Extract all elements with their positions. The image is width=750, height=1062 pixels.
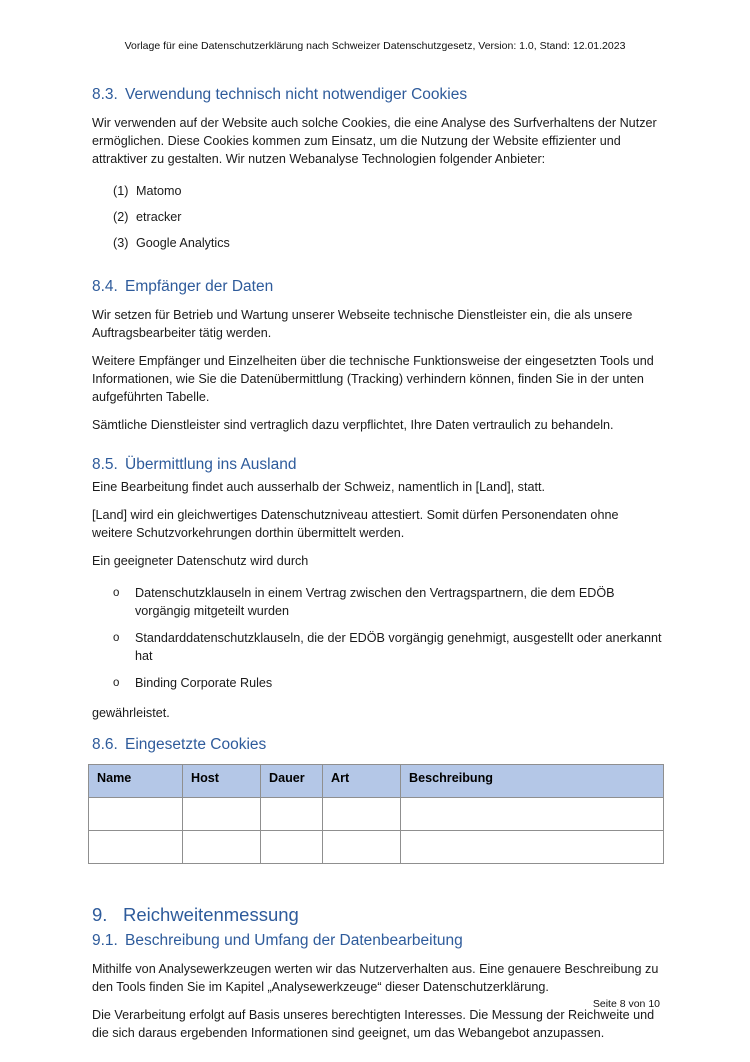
table-header-name: Name (89, 765, 183, 798)
section-title: Eingesetzte Cookies (125, 736, 267, 753)
list-marker: (2) (113, 210, 129, 224)
cookies-table-header-row (89, 765, 664, 798)
chapter-heading-9 (92, 904, 662, 926)
table-row (89, 831, 664, 864)
list-item-label: Matomo (136, 184, 182, 198)
bullet-item-binding-corporate-rules (92, 674, 662, 692)
section-number: 8.4. (92, 278, 118, 295)
list-item-etracker (92, 208, 662, 226)
chapter-title: Reichweitenmessung (123, 904, 299, 925)
bullet-text: Datenschutzklauseln in einem Vertrag zwischen den Vertragspartnern, die dem EDÖB vorgängig mitgeteilt wurden (135, 586, 615, 618)
paragraph-vertraulich: Sämtliche Dienstleister sind vertraglich dazu verpflichtet, Ihre Daten vertraulich zu behandeln. (92, 418, 614, 432)
chapter-number: 9. (92, 904, 108, 925)
section-number: 8.6. (92, 736, 118, 753)
table-cell (183, 831, 261, 864)
table-header-host: Host (183, 765, 261, 798)
page-number: Seite 8 von 10 (592, 998, 660, 1010)
bullet-item-standardklauseln (92, 629, 662, 665)
section-title: Übermittlung ins Ausland (125, 456, 297, 473)
table-cell (89, 831, 183, 864)
bullet-text: Standarddatenschutzklauseln, die der EDÖB vorgängig genehmigt, ausgestellt oder anerkannt hat (135, 631, 662, 663)
section-heading-8-6 (92, 736, 662, 754)
section-heading-9-1 (92, 932, 662, 950)
section-title: Beschreibung und Umfang der Datenbearbeitung (125, 932, 463, 949)
table-cell (401, 831, 664, 864)
paragraph-bearbeitung-ausland: Eine Bearbeitung findet auch ausserhalb der Schweiz, namentlich in [Land], statt. (92, 480, 545, 494)
paragraph-analysewerkzeuge: Mithilfe von Analysewerkzeugen werten wir das Nutzerverhalten aus. Eine genauere Beschreibung zu den Tools finden Sie im Kapitel „Analysewerkzeuge“ dieser Datenschutzerklärung. (92, 962, 659, 994)
paragraph-datenschutzniveau: [Land] wird ein gleichwertiges Datenschutzniveau attestiert. Somit dürfen Personendaten ohne weitere Schutzvorkehrungen dorthin übermittelt werden. (92, 508, 619, 540)
paragraph-cookies-intro: Wir verwenden auf der Website auch solche Cookies, die eine Analyse des Surfverhaltens der Nutzer ermöglichen. Diese Cookies kommen zum Einsatz, um die Nutzung der Website effizienter und attraktiver zu gestalten. Wir nutzen Webanalyse Technologien folgender Anbieter: (92, 116, 657, 166)
table-cell (89, 798, 183, 831)
section-title: Empfänger der Daten (125, 278, 274, 295)
table-cell (323, 831, 401, 864)
bullet-item-datenschutzklauseln (92, 584, 662, 620)
bullet-marker: o (113, 677, 120, 689)
section-number: 9.1. (92, 932, 118, 949)
table-header-beschreibung: Beschreibung (401, 765, 664, 798)
table-row (89, 798, 664, 831)
section-heading-8-4 (92, 278, 662, 296)
list-item-matomo (92, 182, 662, 200)
cookies-table (88, 764, 664, 864)
table-cell (183, 798, 261, 831)
section-number: 8.5. (92, 456, 118, 473)
table-cell (261, 831, 323, 864)
paragraph-weitere-empfaenger: Weitere Empfänger und Einzelheiten über die technische Funktionsweise der eingesetzten Tools und Informationen, wie Sie die Datenübermittlung (Tracking) verhindern können, finden Sie in der unten aufgeführten Tabelle. (92, 354, 654, 404)
datenschutz-garantien-list (92, 584, 662, 692)
bullet-marker: o (113, 587, 120, 599)
table-cell (401, 798, 664, 831)
section-heading-8-3 (92, 86, 662, 104)
list-marker: (3) (113, 236, 129, 250)
section-title: Verwendung technisch nicht notwendiger Cookies (125, 86, 468, 103)
table-header-art: Art (323, 765, 401, 798)
list-item-label: etracker (136, 210, 182, 224)
document-header-note: Vorlage für eine Datenschutzerklärung nach Schweizer Datenschutzgesetz, Version: 1.0, Stand: 12.01.2023 (124, 40, 626, 52)
list-item-label: Google Analytics (136, 236, 230, 250)
list-marker: (1) (113, 184, 129, 198)
paragraph-geeigneter-datenschutz: Ein geeigneter Datenschutz wird durch (92, 554, 309, 568)
paragraph-verarbeitung-basis: Die Verarbeitung erfolgt auf Basis unseres berechtigten Interesses. Die Messung der Reichweite und die sich daraus ergebenden Informationen sind geeignet, um das Webangebot anzupassen. (92, 1008, 655, 1040)
table-cell (323, 798, 401, 831)
paragraph-dienstleister: Wir setzen für Betrieb und Wartung unserer Webseite technische Dienstleister ein, die als unsere Auftragsbearbeiter tätig werden. (92, 308, 633, 340)
section-heading-8-5 (92, 456, 662, 474)
webanalyse-provider-list (92, 182, 662, 252)
document-content (92, 86, 662, 1042)
table-header-dauer: Dauer (261, 765, 323, 798)
list-item-google-analytics (92, 234, 662, 252)
bullet-text: Binding Corporate Rules (135, 676, 273, 690)
table-cell (261, 798, 323, 831)
bullet-marker: o (113, 632, 120, 644)
paragraph-gewaehrleistet: gewährleistet. (92, 706, 170, 720)
section-number: 8.3. (92, 86, 118, 103)
